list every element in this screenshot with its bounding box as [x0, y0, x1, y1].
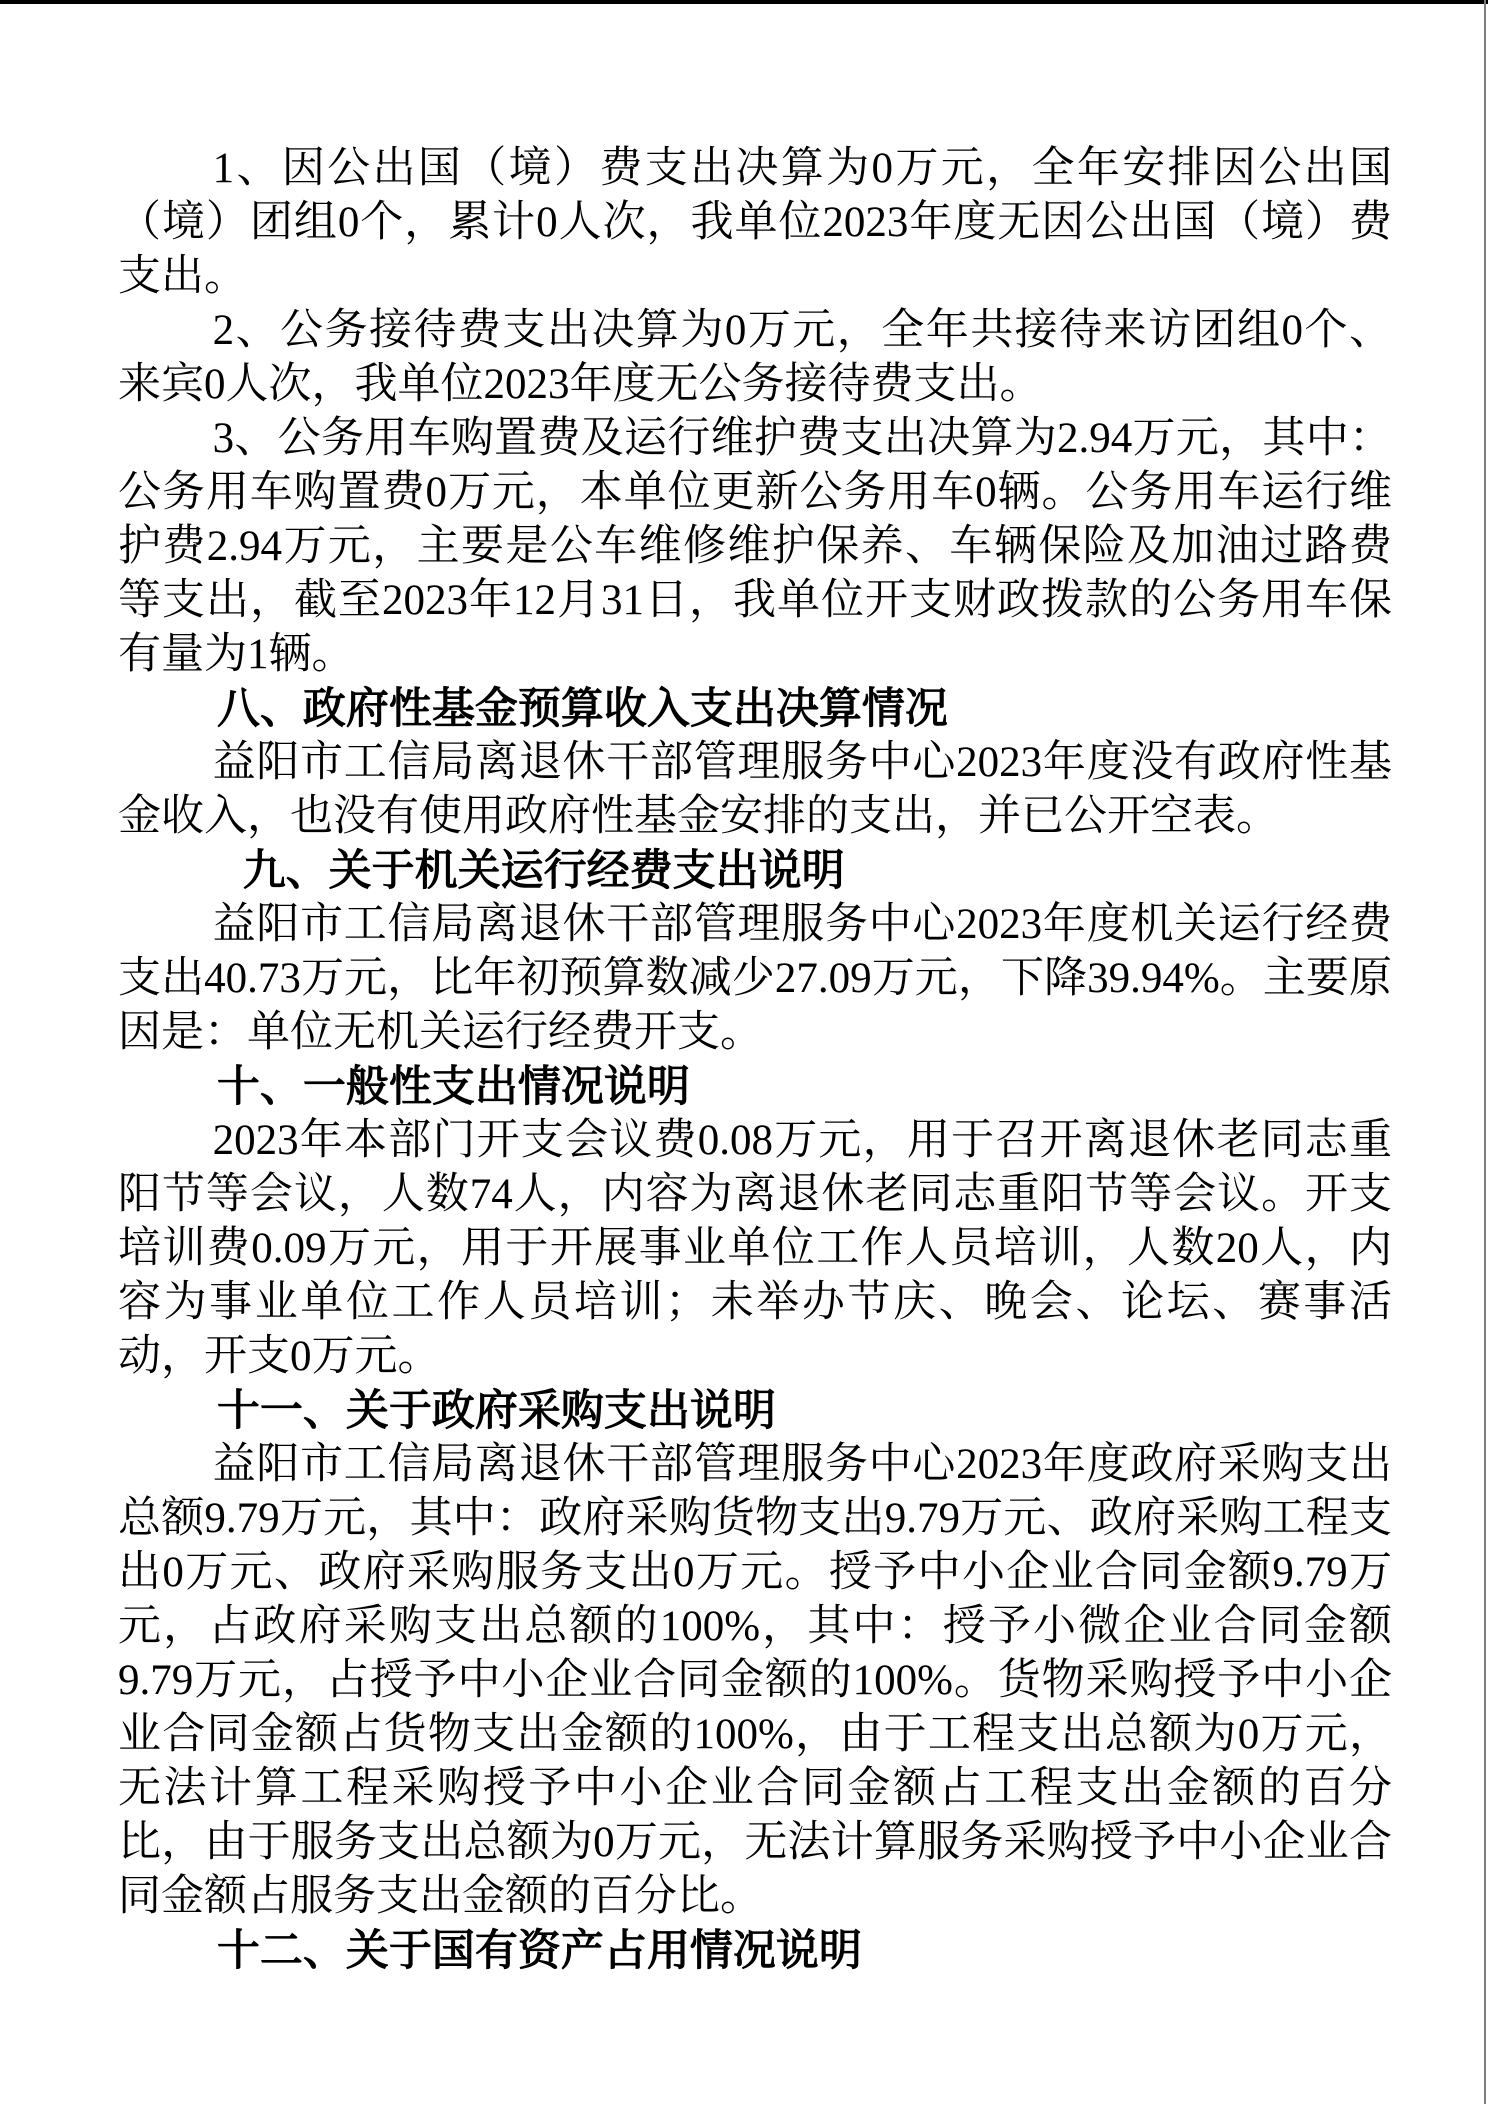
page-right-border: [1484, 0, 1486, 2104]
section-heading-general-expense: 十、一般性支出情况说明: [216, 1063, 690, 1111]
paragraph-official-vehicle-expense: 3、公务用车购置费及运行维护费支出决算为2.94万元，其中：公务用车购置费0万元，本单位更新公务用车0辆。公务用车运行维护费2.94万元，主要是公车维修维护保养、车辆保险及加油过路费等支出，截至2023年12月31日，我单位开支财政拨款的公务用车保有量为1辆。: [118, 415, 1392, 678]
paragraph-general-expense: 2023年本部门开支会议费0.08万元，用于召开离退休老同志重阳节等会议，人数74人，内容为离退休老同志重阳节等会议。开支培训费0.09万元，用于开展事业单位工作人员培训，人数20人，内容为事业单位工作人员培训；未举办节庆、晚会、论坛、赛事活动，开支0万元。: [118, 1117, 1392, 1380]
paragraph-overseas-travel-expense: 1、因公出国（境）费支出决算为0万元，全年安排因公出国（境）团组0个，累计0人次，我单位2023年度无因公出国（境）费支出。: [118, 145, 1392, 300]
document-content: [118, 142, 1392, 1978]
section-heading-government-fund-budget: 八、政府性基金预算收入支出决算情况: [216, 685, 948, 733]
page-top-border: [0, 0, 1488, 4]
paragraph-agency-operating-expense: 益阳市工信局离退休干部管理服务中心2023年度机关运行经费支出40.73万元，比年初预算数减少27.09万元，下降39.94%。主要原因是：单位无机关运行经费开支。: [118, 901, 1392, 1056]
paragraph-government-fund-budget: 益阳市工信局离退休干部管理服务中心2023年度没有政府性基金收入，也没有使用政府性基金安排的支出，并已公开空表。: [118, 739, 1392, 840]
section-heading-state-owned-assets: 十二、关于国有资产占用情况说明: [216, 1927, 862, 1975]
paragraph-official-reception-expense: 2、公务接待费支出决算为0万元，全年共接待来访团组0个、来宾0人次，我单位2023年度无公务接待费支出。: [118, 307, 1392, 408]
section-heading-agency-operating-expense: 九、关于机关运行经费支出说明: [242, 847, 845, 895]
section-heading-government-procurement: 十一、关于政府采购支出说明: [216, 1387, 776, 1435]
paragraph-government-procurement: 益阳市工信局离退休干部管理服务中心2023年度政府采购支出总额9.79万元，其中：政府采购货物支出9.79万元、政府采购工程支出0万元、政府采购服务支出0万元。授予中小企业合同金额9.79万元，占政府采购支出总额的100%，其中：授予小微企业合同金额9.79万元，占授予中小企业合同金额的100%。货物采购授予中小企业合同金额占货物支出金额的100%，由于工程支出总额为0万元，无法计算工程采购授予中小企业合同金额占工程支出金额的百分比，由于服务支出总额为0万元，无法计算服务采购授予中小企业合同金额占服务支出金额的百分比。: [118, 1441, 1392, 1920]
